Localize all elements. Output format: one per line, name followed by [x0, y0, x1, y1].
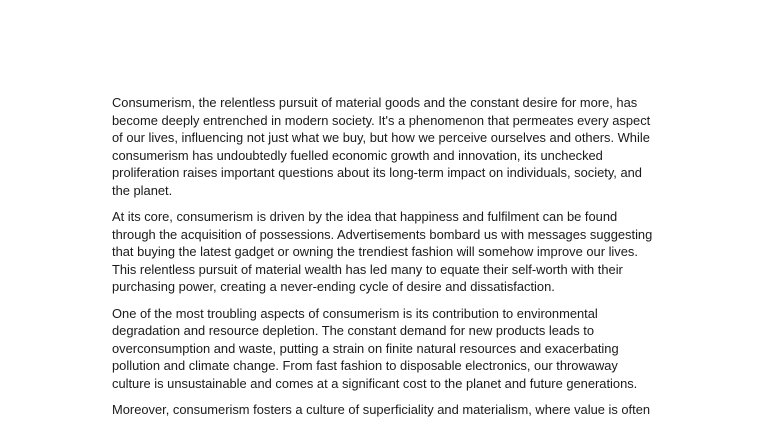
text-line: One of the most troubling aspects of consumerism is its contribution to environmental	[112, 305, 598, 321]
text-line: purchasing power, creating a never-ending cycle of desire and dissatisfaction.	[112, 279, 555, 295]
text-line: pollution and climate change. From fast fashion to disposable electronics, our throwaway	[112, 358, 618, 374]
text-line: culture is unsustainable and comes at a significant cost to the planet and future generations.	[112, 375, 638, 391]
document-body	[112, 94, 672, 427]
paragraph	[112, 94, 672, 200]
paragraph	[112, 401, 672, 419]
text-line: proliferation raises important questions about its long-term impact on individuals, society, and	[112, 165, 642, 181]
text-line: overconsumption and waste, putting a strain on finite natural resources and exacerbating	[112, 340, 619, 356]
text-line: that buying the latest gadget or owning the trendiest fashion will somehow improve our lives.	[112, 244, 638, 260]
text-line: become deeply entrenched in modern society. It's a phenomenon that permeates every aspect	[112, 112, 651, 128]
text-line: of our lives, influencing not just what we buy, but how we perceive ourselves and others. While	[112, 130, 650, 146]
text-line: through the acquisition of possessions. Advertisements bombard us with messages suggesting	[112, 226, 653, 242]
text-line: the planet.	[112, 182, 173, 198]
text-line: consumerism has undoubtedly fuelled economic growth and innovation, its unchecked	[112, 147, 603, 163]
text-line: This relentless pursuit of material wealth has led many to equate their self-worth with their	[112, 261, 623, 277]
text-line: At its core, consumerism is driven by the idea that happiness and fulfilment can be found	[112, 209, 618, 225]
text-line: Moreover, consumerism fosters a culture of superficiality and materialism, where value is often	[112, 402, 651, 417]
text-line: degradation and resource depletion. The constant demand for new products leads to	[112, 323, 595, 339]
paragraph	[112, 305, 672, 393]
paragraph	[112, 208, 672, 296]
text-line: Consumerism, the relentless pursuit of material goods and the constant desire for more, has	[112, 95, 638, 110]
